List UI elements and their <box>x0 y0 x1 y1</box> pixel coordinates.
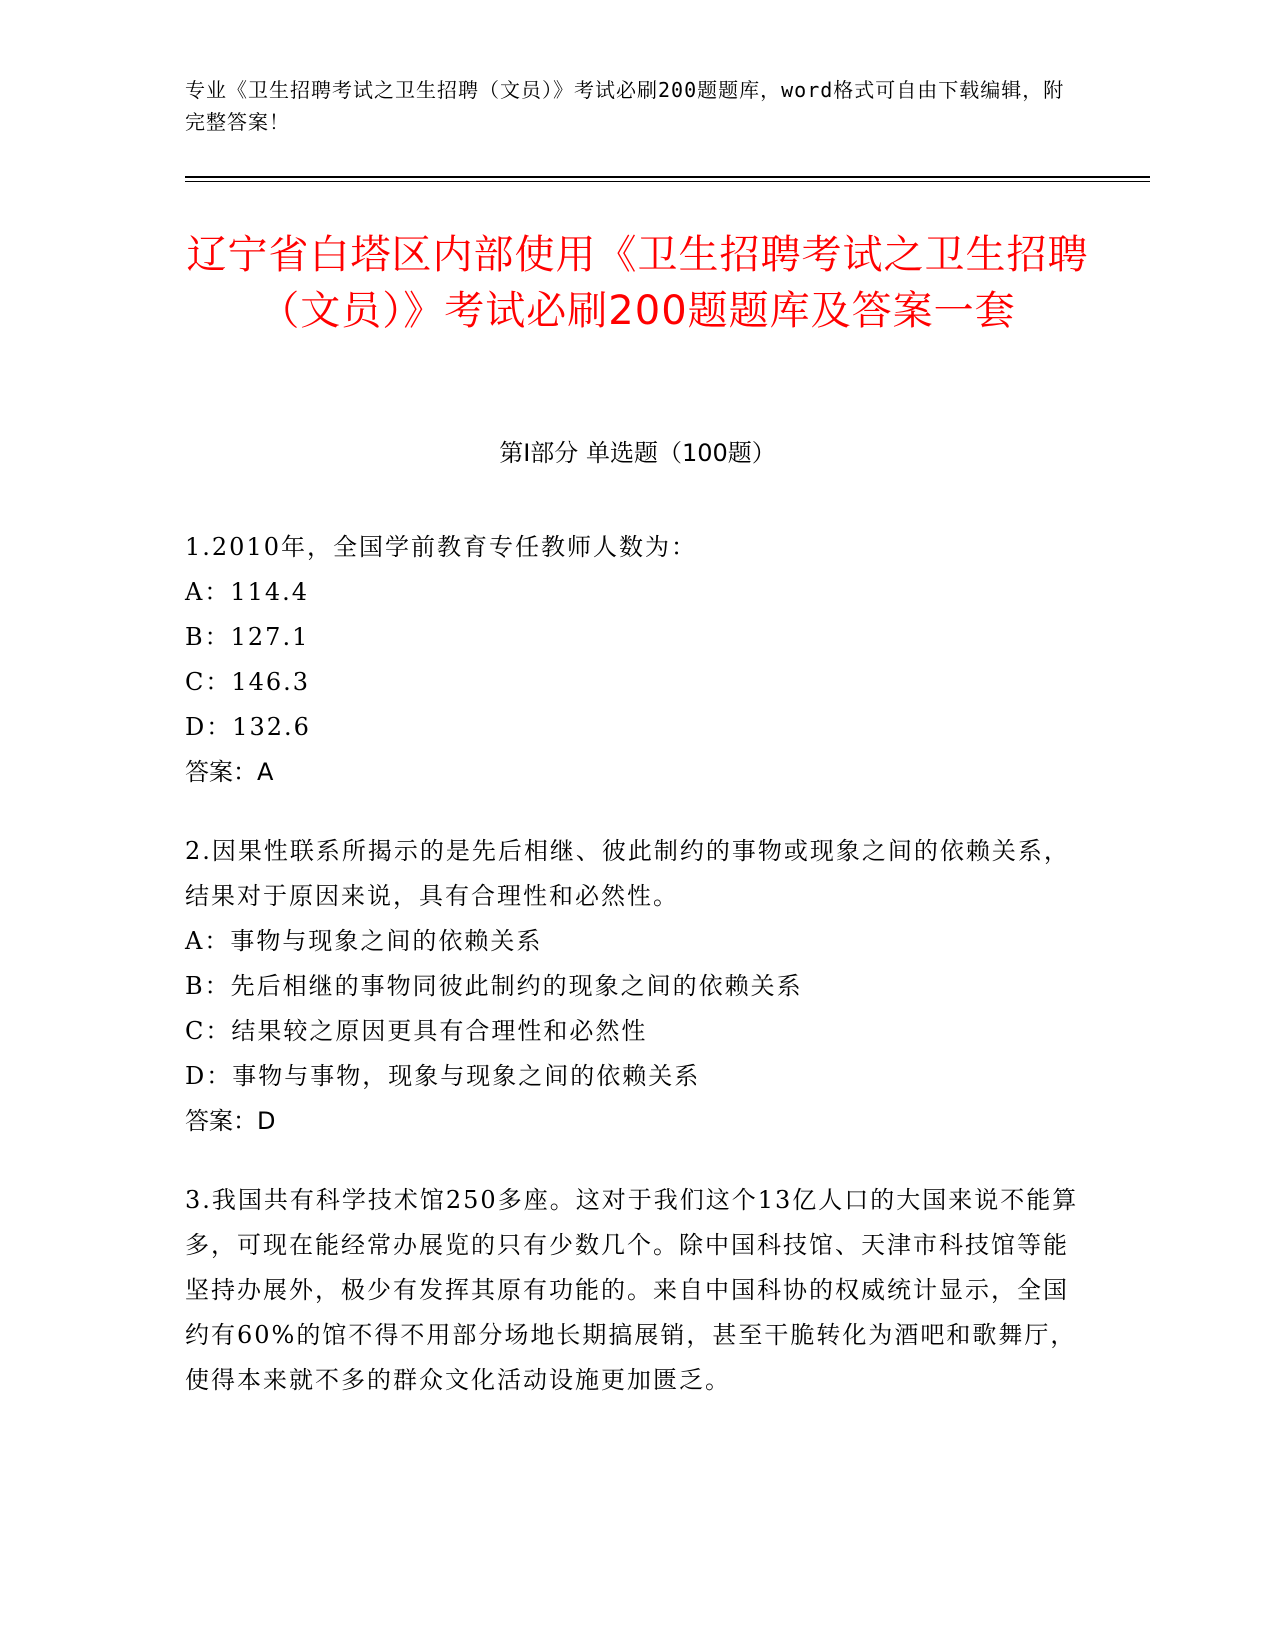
option-b: B：127.1 <box>185 623 310 651</box>
option-d: D：事物与事物，现象与现象之间的依赖关系 <box>185 1062 701 1090</box>
option-d: D：132.6 <box>185 713 311 741</box>
question-stem: 3.我国共有科学技术馆250多座。这对于我们这个13亿人口的大国来说不能算多，可现在能经常办展览的只有少数几个。除中国科技馆、天津市科技馆等能坚持办展外，极少有发挥其原有功能的。来自中国科协的权威统计显示，全国约有60%的馆不得不用部分场地长期搞展销，甚至干脆转化为酒吧和歌舞厅，使得本来就不多的群众文化活动设施更加匮乏。 <box>185 1186 1079 1394</box>
question-2 <box>185 829 1090 1144</box>
document-title: 辽宁省白塔区内部使用《卫生招聘考试之卫生招聘（文员）》考试必刷200题题库及答案一套 <box>186 232 1089 334</box>
answer: 答案：A <box>185 758 274 786</box>
option-c: C：结果较之原因更具有合理性和必然性 <box>185 1017 648 1045</box>
option-a: A：事物与现象之间的依赖关系 <box>185 927 543 955</box>
option-b: B：先后相继的事物同彼此制约的现象之间的依赖关系 <box>185 972 803 1000</box>
question-stem: 1.2010年，全国学前教育专任教师人数为： <box>185 533 697 561</box>
question-3 <box>185 1178 1090 1403</box>
header-note: 专业《卫生招聘考试之卫生招聘（文员）》考试必刷200题题库，word格式可自由下载编辑，附完整答案！ <box>185 78 1065 134</box>
header-divider-thick <box>185 176 1150 178</box>
question-list <box>185 525 1090 1437</box>
header-divider-thin <box>185 181 1150 182</box>
section-title: 第Ⅰ部分 单选题（100题） <box>499 439 776 467</box>
option-c: C：146.3 <box>185 668 311 696</box>
option-a: A：114.4 <box>185 578 310 606</box>
answer: 答案：D <box>185 1107 276 1135</box>
question-stem: 2.因果性联系所揭示的是先后相继、彼此制约的事物或现象之间的依赖关系，结果对于原因来说，具有合理性和必然性。 <box>185 837 1070 910</box>
question-1 <box>185 525 1090 795</box>
